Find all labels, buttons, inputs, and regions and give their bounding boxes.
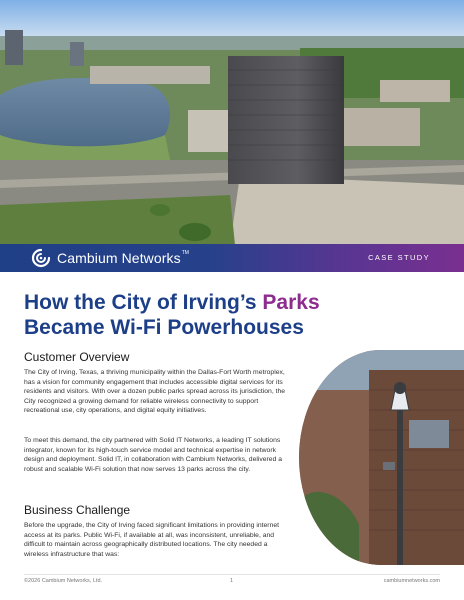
brand-name: Cambium Networks [57, 250, 181, 266]
overview-paragraph-1: The City of Irving, Texas, a thriving municipality within the Dallas-Fort Worth metroplex, has a vision for community engagement that includes accessible digital services for its residents and visitors. With over a dozen public parks spread across its jurisdiction, the City recognized a growing demand for reliable wireless connectivity to support recreational use, city operations, and digital equity initiatives. [24, 369, 286, 415]
business-challenge-heading: Business Challenge [24, 503, 131, 517]
brand-logo[interactable] [30, 248, 189, 268]
cambium-logo-icon [30, 248, 52, 268]
challenge-paragraph-1: Before the upgrade, the City of Irving faced significant limitations in providing internet access at its parks. Public Wi-Fi, if available at all, was inconsistent, unreliable, and difficult to maintain across geographically distributed locations. The city needed a wireless infrastructure that was: [24, 522, 280, 558]
overview-paragraph-2: To meet this demand, the city partnered with Solid IT Networks, a leading IT solutions integrator, known for its high-touch service model and technical expertise in network design and deployment. Solid IT, in collaboration with Cambium Networks, delivered a robust and scalable Wi-Fi solution that now serves 13 parks across the city. [24, 437, 283, 473]
footer-website-link[interactable]: cambiumnetworks.com [383, 578, 440, 584]
hero-aerial-image [0, 0, 464, 245]
brand-bar [0, 244, 464, 272]
title-accent-word: Parks [262, 291, 320, 314]
footer-copyright: ©2026 Cambium Networks, Ltd. [24, 578, 103, 584]
customer-overview-heading: Customer Overview [24, 350, 130, 364]
title-part-1: How the City of Irving’s [24, 291, 263, 314]
streetlight-photo [299, 350, 464, 565]
streetlight-illustration [299, 350, 464, 565]
page-title [24, 290, 444, 340]
footer-page-number: 1 [230, 578, 234, 584]
case-study-label: CASE STUDY [368, 253, 430, 262]
brand-trademark: TM [181, 250, 189, 256]
title-part-2: Became Wi-Fi Powerhouses [24, 316, 304, 339]
footer-divider [24, 574, 440, 575]
aerial-city-illustration [0, 0, 464, 245]
